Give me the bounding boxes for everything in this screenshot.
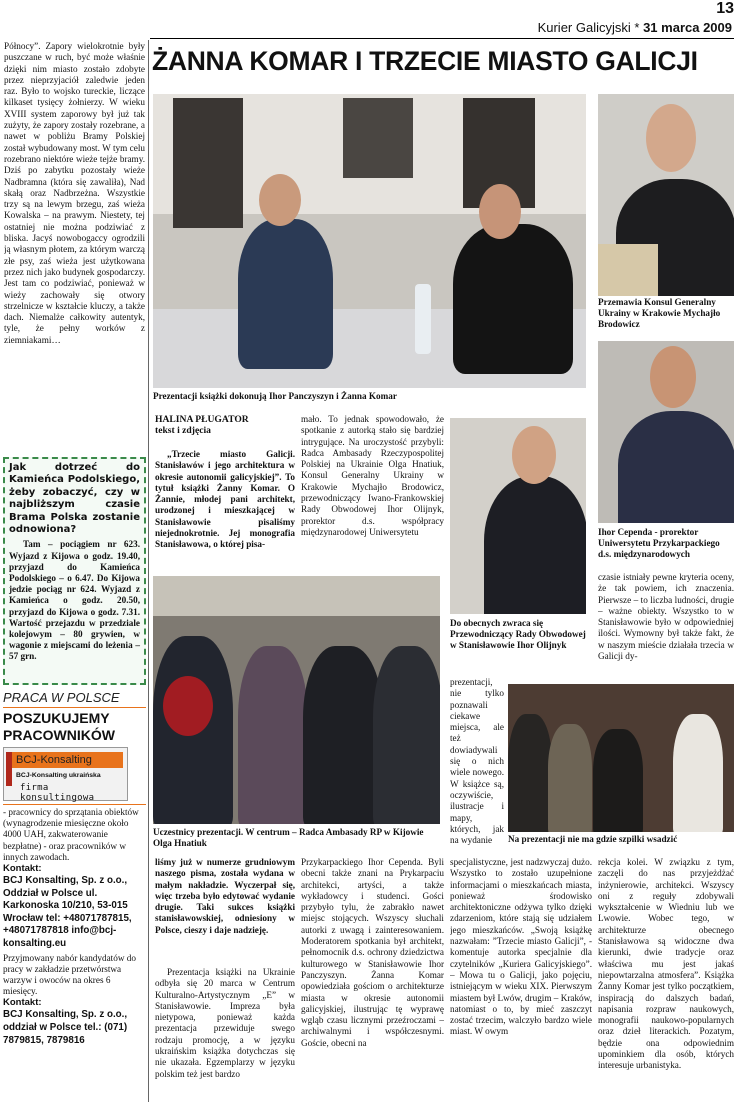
photo-audience-wall: [153, 576, 440, 616]
photo-audience-woman: [238, 646, 308, 824]
masthead-star: *: [634, 20, 640, 35]
photo-exhibit-2: [343, 98, 413, 178]
photo-olijnyk-body: [484, 476, 586, 614]
article-col1-bold: liśmy już w numerze grudniowym naszego pisma, została wydana w małym nakładzie. Wyczerpał się, więc trzeba było edytować wydanie drugie. Taki sukces książki stanisławowskiej, odniesiony w Polsce, cieszy i daje nadzieję.: [155, 857, 295, 935]
photo-panel-consul: [598, 94, 734, 296]
byline-role: tekst i zdjęcia: [155, 425, 211, 436]
caption-crowd: Na prezentacji nie ma gdzie szpilki wsadzić: [508, 834, 678, 844]
photo-panel-presenters: [153, 94, 586, 388]
article-col1-cont: Prezentacja książki na Ukrainie odbyła się 20 marca w Centrum Kulturalno-Artystycznym „E” w Stanisławowie. Impreza była nietypowa, ponieważ każda prezentacja przewiduje swego rodzaju promocję, a w języku ukraińskim książka dotychczas się nie ukazała. Egzemplarzy w języku polskim też jest bardzo: [155, 967, 295, 1079]
photo-panel-cependa: [598, 341, 734, 523]
photo-crowd-person-1: [508, 714, 552, 832]
ad-body-2: Przyjmowany nabór kandydatów do pracy w zakładzie przetwórstwa warzyw i owoców na okres 6 miesięcy.: [3, 952, 136, 997]
photo-consul-head: [646, 104, 696, 172]
header-rule: [150, 38, 734, 39]
page-number: 13: [716, 0, 734, 17]
photo-olijnyk-head: [512, 426, 556, 484]
byline-author: HALINA PŁUGATOR: [155, 414, 249, 425]
article-col2-top: mało. To jednak spowodowało, że spotkanie z autorką stało się bardziej intrygujące. Na uroczystość przybyli: Radca Ambasady Rzeczypospolitej Polskiej na Ukrainie Olga Hnatiuk, Konsul Generalny Ukrainy w Krakowie Mychajło Brodowicz, przewodniczący Iwano-Frankowskiej Rady Obwodowej Ihor Olijnyk, prorektor d.s. współpracy międzynarodowej Uniwersytetu: [301, 414, 444, 537]
info-box-answer: Tam – pociągiem nr 623. Wyjazd z Kijowa o godz. 19.40, przyjazd do Kamieńca Podolskiego – o 6.47. Do Kijowa jedzie pociąg nr 624. Wyjazd z Kamieńca o godz. 20.50, przyjazd do Kijowa o godz. 7.31. Wartość przejazdu w przedziale kolejowym – 80 grywien, w wagonie z miejscami do leżenia – 57 grn.: [9, 539, 140, 662]
sidebar-divider: [148, 40, 149, 1102]
photo-bottle: [415, 284, 431, 354]
ad-label: PRACA W POLSCE: [3, 690, 146, 708]
photo-panel-audience: [153, 576, 440, 824]
photo-audience-man-3: [373, 646, 440, 824]
caption-consul: Przemawia Konsul Generalny Ukrainy w Krakowie Mychajło Brodowicz: [598, 297, 721, 329]
photo-cependa-head: [650, 346, 696, 408]
ad-headline: POSZUKUJEMY PRACOWNIKÓW: [3, 710, 115, 743]
photo-panel-olijnyk: [450, 418, 586, 614]
ad-contact-label-2: Kontakt:: [3, 997, 42, 1009]
article-col3-bottom: specjalistyczne, jest nadzwyczaj dużo. Wszystko to zostało uzupełnione informacjami o mieszkańcach miasta, ponieważ środowisko architektoniczne odżywa tylko dzięki zdarzeniom, które stają się udziałem jego mieszkańców. „Swoją książkę nazwałam: ”Trzecie miasto Galicji”, - komentuje autorka specjalnie dla czytelników „Kuriera Galicyjskiego”. – Mowa tu o Galicji, jako pojęciu, istniejącym w wieku XIX. Pierwszym miastem był Lwów, drugim – Kraków, natomiast o to, by mieć zaszczyt zostać trzecim, walczyło bardzo wiele miast. W owym: [450, 857, 592, 1037]
caption-audience: Uczestnicy prezentacji. W centrum – Radca Ambasady RP w Kijowie Olga Hnatiuk: [153, 827, 424, 848]
article-headline: ŻANNA KOMAR I TRZECIE MIASTO GALICJI: [152, 46, 698, 76]
article-col3-narrow: prezentacji, nie tylko poznawali ciekawe miejsca, ale też dowiadywali się o nich wiele nowego. W książce są, oczywiście, ilustracje i mapy, których, jak na wydanie: [450, 677, 504, 846]
ad-contact-label: Kontakt:: [3, 863, 42, 875]
ad-logo-banner: BCJ-Konsalting: [12, 752, 123, 768]
photo-crowd-person-4: [673, 714, 723, 832]
caption-cependa: Ihor Cependa - prorektor Uniwersytetu Przykarpackiego d.s. międzynarodowych: [598, 527, 720, 559]
ad-logo-sub1: BCJ-Konsalting ukraińska: [16, 772, 101, 779]
photo-person-2: [453, 224, 573, 374]
ad-contact-2: BCJ Konsalting, Sp. z o.o., oddział w Polsce tel.: (071) 7879815, 7879816: [3, 1009, 128, 1046]
article-col2-bottom: Przykarpackiego Ihor Cependa. Byli obecni także znani na Prykarpaciu architekci, artyści, a także wykładowcy i studenci. Gości przybyło tylu, że zabrakło nawet miejsc stojących. Wszyscy słuchali autorki z uwagą i zainteresowaniem. Moderatorem spotkania był architekt, pełnomocnik d.s. ochrony dziedzictwa kulturowego w Stanisławowie Ihor Panczyszyn. Żanna Komar opowiedziała gościom o architekturze miasta w okresie autonomii galicyjskiej, ilustrując tę wyprawę wgląb czasu licznymi przeźroczami – archiwalnymi i współczesnymi. Goście, obecni na: [301, 857, 444, 1048]
ad-logo-mark: [6, 752, 12, 786]
photo-consul-desk: [598, 244, 658, 296]
sidebar-continued-text: Północy”. Zapory wielokrotnie były puszczane w ruch, być może właśnie dzięki nim miasto zostało zdobyte przez nieprzyjaciół zaledwie jeden raz. Było to wojsko tureckie, liczące kilkaset tysięcy żołnierzy. W wieku XVIII system zaporowy był już tak zużyty, że zapory zostały rozebrane, a nawet w pobliżu Bramy Polskiej został wybudowany most. W tym celu rozebrano niektóre wieże tejże bramy. Dziś po zabytku pozostały wieże Nadbramna (która się zawaliła), Nad skałą oraz Nadbrzeżna. Wszystkie trzy są na lewym brzegu, zaś wieża Kowalska – na prawym. Niestety, tej ostatniej nie można podziwiać z bliska. Jacyś nowobogaccy ogrodzili ją własnym płotem, za którym warczą złe psy, zaś wieża jest użytkowana przez nich jako budynek gospodarczy. Jest tam co podziwiać, ponieważ w wieży zachowały się otwory strzelnicze w kształcie kluczy, a także dach. Niemalże całkowity autentyk, tyle, że pełny worków z ziemniakami…: [4, 41, 145, 345]
job-ad: [3, 690, 146, 1098]
masthead: [538, 20, 732, 35]
photo-person-1-head: [259, 174, 301, 226]
info-box-question: Jak dotrzeć do Kamieńca Podolskiego, żeby zobaczyć, czy w najbliższym czasie Brama Polska zostanie odnowiona?: [9, 462, 140, 536]
ad-logo: [3, 747, 128, 801]
photo-person-1: [238, 219, 333, 369]
caption-olijnyk: Do obecnych zwraca się Przewodniczący Rady Obwodowej w Stanisławowie Ihor Olijnyk: [450, 618, 586, 650]
article-col4-top: czasie istniały pewne kryteria oceny, że tak powiem, ich znaczenia. Pierwsze – to liczba ludności, drugie – ważne obiekty. Wszystko to w Stanisławowie było w odpowiedniej ilości. Wymowny był także fakt, że w naszym mieście działała trzecia w Galicji dy-: [598, 572, 734, 662]
article-lead: „Trzecie miasto Galicji. Stanisławów i jego architektura w okresie autonomii galicyjskiej”. To tytuł książki Żanny Komar. O Żannie, młodej pani architekt, urodzonej i mieszkającej w Stanisławowie pisaliśmy niejednokrotnie. Jej monografia Stanisławowa, o której pisa-: [155, 449, 295, 550]
photo-crowd-person-2: [548, 724, 592, 832]
photo-panel-crowd: [508, 684, 734, 832]
photo-audience-flowers: [163, 676, 213, 736]
caption-presenters: Prezentacji książki dokonują Ihor Panczyszyn i Żanna Komar: [153, 391, 397, 401]
info-box: [3, 457, 146, 685]
ad-body: - pracownicy do sprzątania obiektów (wynagrodzenie miesięczne około 4000 UAH, zakwaterowanie bezpłatne) - oraz pracowników w innych zawodach.: [3, 804, 146, 863]
article-col4-bottom: rekcja kolei. W związku z tym, zaczęli do nas przyjeżdżać inżynierowie, architekci. Wszyscy oni z reguły zdobywali wykształcenie w Wiedniu lub we Lwowie. Wobec tego, w architekturze obecnego Stanisławowa są widoczne dwa kierunki, dwie tradycje oraz właściwa mu jest jakaś niepowtarzalna atmosfera”. Książka Żanny Komar jest tylko początkiem, inspiracją do dalszych badań, napisania rozpraw naukowych, monografii naukowo-popularnych oraz dzieł literackich. Pozatym, będzie ona odpowiednim upominkiem dla osób, których interesuje urbanistyka.: [598, 857, 734, 1071]
ad-contact-1: BCJ Konsalting, Sp. z o.o., Oddział w Polsce ul. Karkonoska 10/210, 53-015 Wrocław tel: +48071787815, +48071787818 info@bcj-konsalting.eu: [3, 875, 132, 949]
masthead-title: Kurier Galicyjski: [537, 20, 631, 35]
photo-crowd-person-3: [593, 729, 643, 832]
issue-date: 31 marca 2009: [643, 20, 732, 35]
ad-logo-sub2: firma konsultingowa: [20, 783, 95, 803]
photo-cependa-body: [618, 411, 734, 523]
photo-person-2-head: [479, 184, 521, 239]
photo-audience-man-2: [303, 646, 383, 824]
photo-exhibit-1: [173, 98, 243, 228]
